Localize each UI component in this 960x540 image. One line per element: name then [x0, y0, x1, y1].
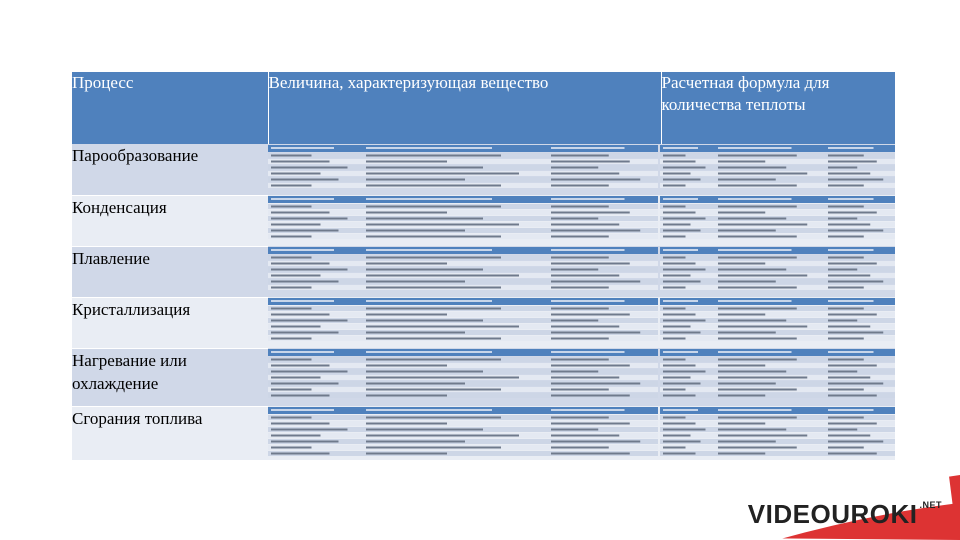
process-cell: Сгорания топлива	[72, 406, 268, 460]
table-header-row	[72, 72, 895, 144]
process-cell: Парообразование	[72, 144, 268, 195]
process-cell: Нагревание или охлаждение	[72, 348, 268, 406]
process-cell: Плавление	[72, 246, 268, 297]
embedded-table-thumbnail	[268, 247, 895, 295]
process-cell: Конденсация	[72, 195, 268, 246]
videouroki-logo	[728, 499, 942, 530]
header-quantity: Величина, характеризующая вещество	[268, 72, 661, 144]
embedded-table-thumbnail	[268, 145, 895, 193]
logo-suffix: .NET	[919, 499, 942, 510]
embedded-table-thumbnail	[268, 196, 895, 244]
header-process: Процесс	[72, 72, 268, 144]
thumbnail-table-icon	[268, 145, 895, 193]
embedded-table-thumbnail	[268, 349, 895, 404]
thumbnail-table-icon	[268, 298, 895, 346]
thumbnail-table-icon	[268, 407, 895, 458]
embedded-table-thumbnail	[268, 298, 895, 346]
embedded-table-thumbnail	[268, 407, 895, 458]
thumbnail-table-icon	[268, 196, 895, 244]
logo-text: VIDEOUROKI	[747, 499, 918, 529]
process-cell: Кристаллизация	[72, 297, 268, 348]
thumbnail-table-icon	[268, 349, 895, 404]
header-formula: Расчетная формула для количества теплоты	[661, 72, 895, 144]
thumbnail-table-icon	[268, 247, 895, 295]
